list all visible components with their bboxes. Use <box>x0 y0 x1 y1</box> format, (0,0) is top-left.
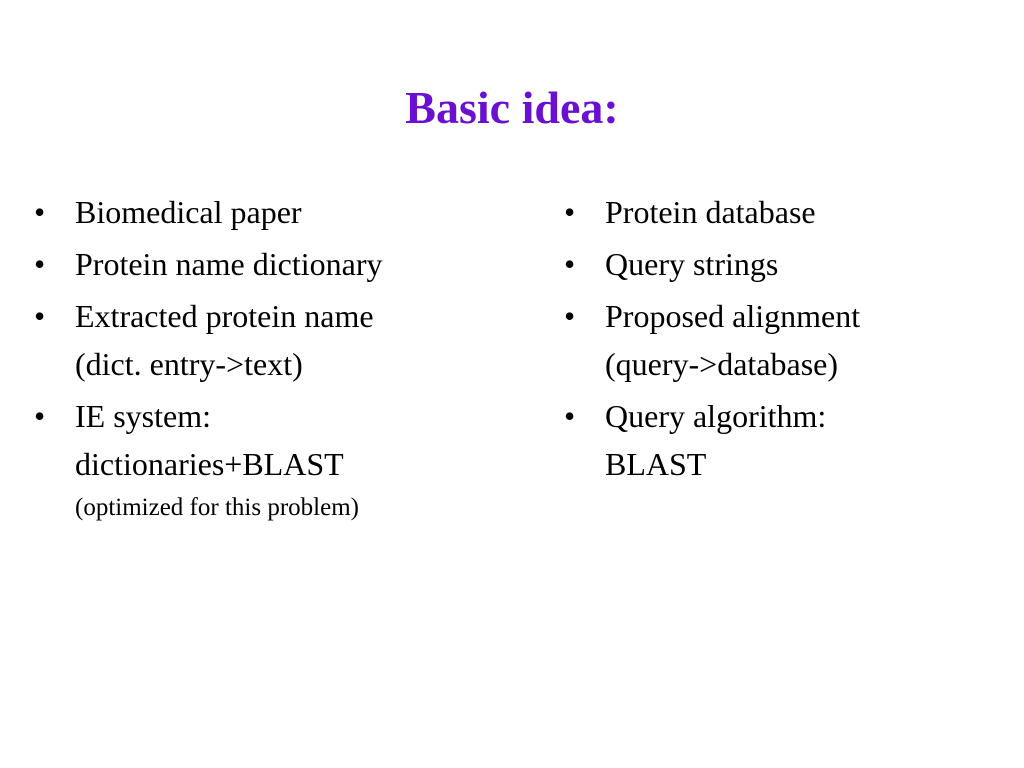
bullet-item <box>564 292 1004 388</box>
bullet-item <box>34 240 494 288</box>
bullet-item <box>564 188 1004 236</box>
bullet-item <box>564 240 1004 288</box>
bullet-icon: • <box>564 298 576 334</box>
bullet-icon: • <box>34 246 46 282</box>
bullet-item <box>34 392 494 528</box>
bullet-icon: • <box>34 398 46 434</box>
bullet-text: Biomedical paper <box>75 194 302 230</box>
bullet-text: Protein name dictionary <box>75 246 383 282</box>
slide-title: Basic idea: <box>405 82 619 133</box>
bullet-item <box>34 292 494 388</box>
bullet-text: Extracted protein name <box>75 298 374 334</box>
bullet-text: Proposed alignment <box>605 298 861 334</box>
bullet-icon: • <box>564 398 576 434</box>
bullet-text-continuation: dictionaries+BLAST <box>75 446 344 482</box>
bullet-text: IE system: <box>75 398 211 434</box>
right-bullet-list <box>564 188 1004 492</box>
bullet-icon: • <box>564 246 576 282</box>
bullet-item <box>564 392 1004 488</box>
bullet-text: Query strings <box>605 246 779 282</box>
bullet-text: Query algorithm: <box>605 398 827 434</box>
bullet-icon: • <box>34 194 46 230</box>
bullet-item <box>34 188 494 236</box>
bullet-text-continuation: (query->database) <box>605 346 839 382</box>
bullet-text: Protein database <box>605 194 816 230</box>
left-bullet-list <box>34 188 494 532</box>
bullet-text-continuation: (dict. entry->text) <box>75 346 303 382</box>
bullet-text-continuation: BLAST <box>605 446 707 482</box>
bullet-icon: • <box>34 298 46 334</box>
bullet-icon: • <box>564 194 576 230</box>
bullet-note: (optimized for this problem) <box>75 494 359 521</box>
